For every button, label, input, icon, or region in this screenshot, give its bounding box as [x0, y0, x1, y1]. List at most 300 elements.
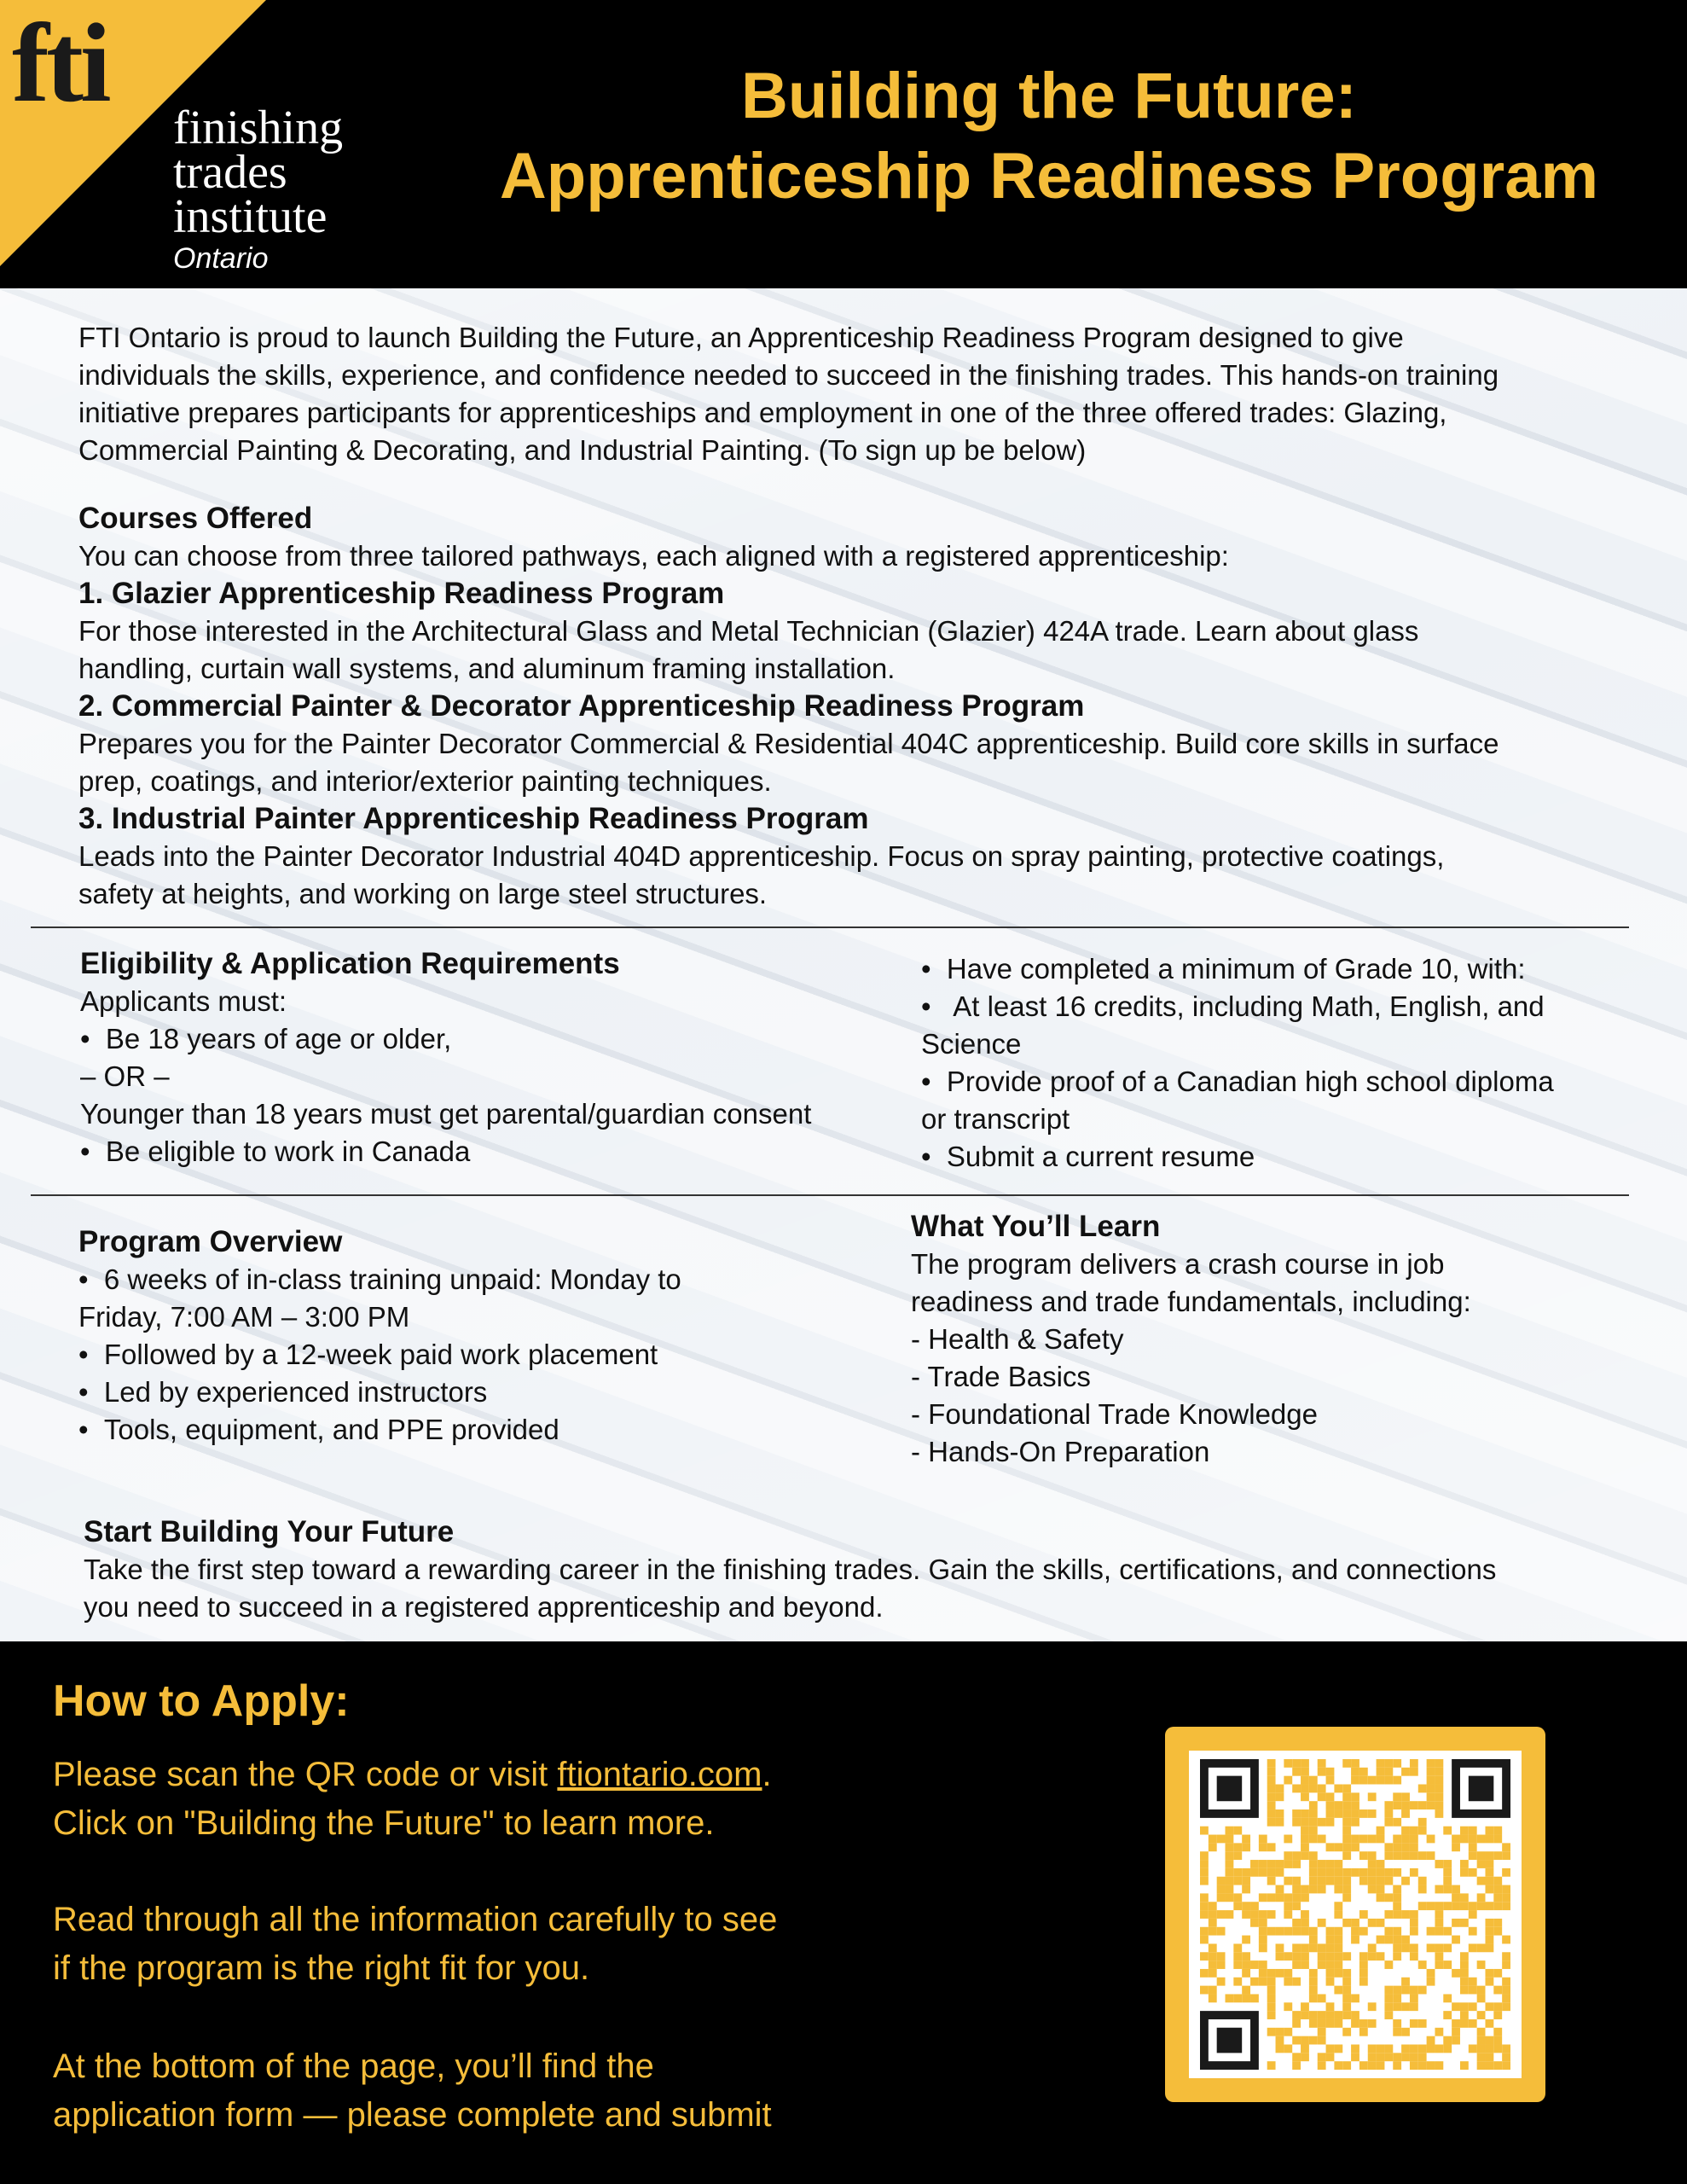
- qr-module: [1292, 1877, 1301, 1885]
- qr-module: [1410, 1801, 1418, 1809]
- qr-module: [1318, 1759, 1326, 1768]
- qr-module: [1267, 1768, 1276, 1776]
- qr-module: [1209, 1986, 1217, 1995]
- qr-module: [1209, 1927, 1217, 1936]
- qr-module: [1342, 1759, 1351, 1768]
- qr-module: [1418, 1960, 1427, 1969]
- qr-module: [1318, 2036, 1326, 2045]
- intro-line: Commercial Painting & Decorating, and Industrial Painting. (To sign up be below): [78, 434, 1087, 466]
- qr-module: [1276, 2044, 1284, 2053]
- qr-module: [1435, 1809, 1443, 1818]
- qr-module: [1292, 1818, 1301, 1827]
- qr-module: [1276, 1860, 1284, 1868]
- qr-module: [1452, 1902, 1460, 1910]
- qr-module: [1301, 1885, 1309, 1894]
- qr-module: [1284, 1893, 1292, 1902]
- qr-module: [1276, 1969, 1284, 1978]
- qr-module: [1377, 1885, 1385, 1894]
- intro-line: initiative prepares participants for apprenticeships and employment in one of the three offered trades: Glazing,: [78, 397, 1447, 428]
- eligibility-item: Younger than 18 years must get parental/guardian consent: [80, 1098, 812, 1130]
- qr-module: [1242, 1960, 1250, 1969]
- qr-module: [1351, 1776, 1359, 1785]
- qr-module: [1469, 1986, 1477, 1995]
- eligibility-item: • Be eligible to work in Canada: [80, 1133, 899, 1170]
- qr-module: [1301, 2002, 1309, 2011]
- qr-module: [1393, 1868, 1401, 1877]
- qr-module: [1259, 1978, 1267, 1986]
- qr-module: [1410, 1994, 1418, 2002]
- qr-module: [1477, 1860, 1486, 1868]
- qr-module: [1427, 1785, 1435, 1793]
- qr-module: [1318, 1994, 1326, 2002]
- qr-module: [1267, 1809, 1276, 1818]
- qr-module: [1309, 1927, 1318, 1936]
- qr-module: [1309, 1969, 1318, 1978]
- qr-module: [1276, 1809, 1284, 1818]
- qr-module: [1342, 1994, 1351, 2002]
- qr-module: [1209, 1994, 1217, 2002]
- qr-module: [1267, 1785, 1276, 1793]
- qr-module: [1401, 1801, 1410, 1809]
- qr-module: [1485, 1868, 1493, 1877]
- courses-lead: You can choose from three tailored pathways, each aligned with a registered apprenticeship:: [78, 540, 1229, 572]
- qr-module: [1460, 1893, 1469, 1902]
- qr-module: [1259, 1960, 1267, 1969]
- qr-module: [1267, 1910, 1276, 1919]
- qr-module: [1393, 1801, 1401, 1809]
- qr-module: [1309, 1978, 1318, 1986]
- qr-module: [1267, 2011, 1276, 2019]
- qr-module: [1485, 2002, 1493, 2011]
- qr-module: [1250, 1994, 1259, 2002]
- qr-module: [1267, 1776, 1276, 1785]
- qr-module: [1460, 1978, 1469, 1986]
- qr-module: [1301, 1792, 1309, 1801]
- qr-module: [1377, 1868, 1385, 1877]
- qr-module: [1233, 1851, 1242, 1860]
- qr-module: [1200, 1936, 1209, 1944]
- qr-module: [1502, 2061, 1510, 2070]
- future-line: Take the first step toward a rewarding career in the finishing trades. Gain the skills, certifications, and connections: [84, 1554, 1497, 1585]
- qr-module: [1326, 1809, 1335, 1818]
- qr-module: [1493, 1885, 1502, 1894]
- qr-module: [1242, 1835, 1250, 1844]
- qr-module: [1226, 1910, 1234, 1919]
- qr-module: [1284, 1910, 1292, 1919]
- intro-line: FTI Ontario is proud to launch Building the Future, an Apprenticeship Readiness Program designed to give: [78, 322, 1404, 353]
- qr-module: [1292, 1919, 1301, 1927]
- qr-module: [1326, 1843, 1335, 1851]
- qr-module: [1401, 1943, 1410, 1952]
- qr-module: [1460, 1827, 1469, 1835]
- qr-module: [1393, 2028, 1401, 2036]
- qr-module: [1233, 1843, 1242, 1851]
- courses-heading: Courses Offered: [78, 502, 313, 535]
- qr-module: [1342, 1986, 1351, 1995]
- qr-module: [1209, 1969, 1217, 1978]
- qr-module: [1452, 2019, 1460, 2028]
- qr-module: [1342, 1851, 1351, 1860]
- courses-section: [78, 500, 1639, 913]
- qr-module: [1326, 1960, 1335, 1969]
- qr-module: [1410, 1868, 1418, 1877]
- qr-module: [1301, 1960, 1309, 1969]
- qr-module: [1377, 1759, 1385, 1768]
- qr-module: [1410, 1927, 1418, 1936]
- qr-module: [1452, 1885, 1460, 1894]
- qr-module: [1359, 1868, 1368, 1877]
- qr-module: [1435, 1776, 1443, 1785]
- qr-module: [1292, 1978, 1301, 1986]
- qr-module: [1418, 1801, 1427, 1809]
- qr-module: [1318, 1860, 1326, 1868]
- qr-module: [1276, 1943, 1284, 1952]
- overview-item: • 6 weeks of in-class training unpaid: Monday to: [78, 1261, 897, 1298]
- qr-module: [1233, 1952, 1242, 1960]
- qr-module: [1410, 1835, 1418, 1844]
- qr-module: [1443, 1885, 1452, 1894]
- qr-module: [1233, 1868, 1242, 1877]
- qr-module: [1485, 1827, 1493, 1835]
- qr-module: [1493, 2044, 1502, 2053]
- apply-text: Read through all the information carefully to see: [53, 1901, 778, 1938]
- qr-module: [1284, 1776, 1292, 1785]
- qr-module: [1309, 2019, 1318, 2028]
- qr-module: [1276, 1893, 1284, 1902]
- qr-module: [1502, 1986, 1510, 1995]
- qr-module: [1276, 1818, 1284, 1827]
- qr-module: [1292, 2061, 1301, 2070]
- eligibility-item: or transcript: [921, 1103, 1070, 1135]
- qr-module: [1384, 2011, 1393, 2019]
- qr-module: [1233, 1960, 1242, 1969]
- qr-module: [1401, 1809, 1410, 1818]
- qr-module: [1318, 1835, 1326, 1844]
- ftiontario-link[interactable]: ftiontario.com: [557, 1756, 762, 1793]
- qr-module: [1267, 1801, 1276, 1809]
- qr-module: [1368, 1835, 1377, 1844]
- qr-module: [1460, 1919, 1469, 1927]
- qr-code-frame[interactable]: [1165, 1727, 1545, 2102]
- qr-module: [1452, 2002, 1460, 2011]
- qr-module: [1334, 1936, 1342, 1944]
- qr-module: [1502, 1994, 1510, 2002]
- qr-module: [1377, 1952, 1385, 1960]
- qr-module: [1435, 1801, 1443, 1809]
- qr-module: [1460, 1860, 1469, 1868]
- qr-module: [1427, 1927, 1435, 1936]
- qr-module: [1443, 1943, 1452, 1952]
- qr-module: [1226, 1827, 1234, 1835]
- apply-text: if the program is the right fit for you.: [53, 1949, 590, 1987]
- qr-module: [1485, 1927, 1493, 1936]
- qr-module: [1393, 1927, 1401, 1936]
- qr-module: [1477, 2044, 1486, 2053]
- qr-module: [1460, 1952, 1469, 1960]
- qr-module: [1359, 2061, 1368, 2070]
- qr-module: [1384, 1927, 1393, 1936]
- apply-heading: How to Apply:: [53, 1676, 350, 1726]
- qr-module: [1359, 1969, 1368, 1978]
- qr-module: [1309, 2036, 1318, 2045]
- qr-module: [1401, 2044, 1410, 2053]
- qr-module: [1384, 1843, 1393, 1851]
- qr-module: [1477, 1893, 1486, 1902]
- qr-module: [1217, 1910, 1226, 1919]
- qr-module: [1368, 1877, 1377, 1885]
- eligibility-lead: Applicants must:: [80, 985, 287, 1017]
- qr-module: [1242, 1986, 1250, 1995]
- qr-module: [1242, 1885, 1250, 1894]
- qr-module: [1493, 1893, 1502, 1902]
- qr-module: [1410, 1843, 1418, 1851]
- qr-module: [1250, 1919, 1259, 1927]
- qr-module: [1359, 1978, 1368, 1986]
- qr-module: [1443, 1877, 1452, 1885]
- qr-module: [1334, 2044, 1342, 2053]
- qr-module: [1452, 2036, 1460, 2045]
- qr-module: [1502, 1960, 1510, 1969]
- qr-module: [1477, 1986, 1486, 1995]
- qr-module: [1276, 2028, 1284, 2036]
- qr-module: [1460, 2061, 1469, 2070]
- qr-module: [1326, 1818, 1335, 1827]
- qr-module: [1334, 1809, 1342, 1818]
- qr-module: [1209, 1952, 1217, 1960]
- qr-module: [1485, 1919, 1493, 1927]
- qr-module: [1477, 2053, 1486, 2061]
- future-heading: Start Building Your Future: [84, 1515, 455, 1548]
- qr-module: [1485, 1902, 1493, 1910]
- qr-module: [1292, 2011, 1301, 2019]
- qr-module: [1309, 1827, 1318, 1835]
- qr-module: [1452, 1969, 1460, 1978]
- qr-module: [1485, 2044, 1493, 2053]
- qr-module: [1259, 1969, 1267, 1978]
- qr-module: [1292, 1768, 1301, 1776]
- learn-item: - Trade Basics: [911, 1361, 1091, 1392]
- qr-module: [1334, 1860, 1342, 1868]
- qr-module: [1200, 1902, 1209, 1910]
- qr-module: [1318, 1877, 1326, 1885]
- qr-module: [1267, 2002, 1276, 2011]
- qr-module: [1435, 1785, 1443, 1793]
- qr-module: [1342, 1809, 1351, 1818]
- qr-module: [1284, 1969, 1292, 1978]
- qr-module: [1217, 1952, 1226, 1960]
- qr-module: [1200, 1827, 1209, 1835]
- course-desc: handling, curtain wall systems, and aluminum framing installation.: [78, 653, 896, 684]
- qr-module: [1393, 2002, 1401, 2011]
- qr-module: [1200, 1969, 1209, 1978]
- qr-module: [1276, 1785, 1284, 1793]
- eligibility-item: • Be 18 years of age or older,: [80, 1020, 899, 1058]
- qr-module: [1460, 1969, 1469, 1978]
- qr-module: [1477, 1994, 1486, 2002]
- qr-module: [1200, 1927, 1209, 1936]
- qr-module: [1469, 1835, 1477, 1844]
- qr-module: [1318, 1792, 1326, 1801]
- qr-module: [1342, 1877, 1351, 1885]
- qr-module: [1502, 1843, 1510, 1851]
- intro-paragraph: [78, 319, 1639, 469]
- qr-module: [1443, 1927, 1452, 1936]
- qr-module: [1469, 1868, 1477, 1877]
- qr-module: [1384, 1851, 1393, 1860]
- qr-module: [1217, 1885, 1226, 1894]
- eligibility-item: • Provide proof of a Canadian high school diploma: [921, 1063, 1629, 1101]
- qr-module: [1368, 1851, 1377, 1860]
- qr-module: [1435, 1885, 1443, 1894]
- qr-module: [1427, 1776, 1435, 1785]
- qr-module: [1267, 2061, 1276, 2070]
- qr-module: [1292, 1902, 1301, 1910]
- qr-module: [1351, 2053, 1359, 2061]
- qr-module: [1493, 1927, 1502, 1936]
- qr-module: [1384, 1960, 1393, 1969]
- qr-module: [1435, 1960, 1443, 1969]
- qr-module: [1351, 1792, 1359, 1801]
- qr-module: [1485, 2061, 1493, 2070]
- qr-module: [1469, 1827, 1477, 1835]
- qr-module: [1359, 1851, 1368, 1860]
- qr-module: [1318, 2011, 1326, 2019]
- logo-mark: fti: [12, 0, 108, 125]
- qr-module: [1384, 1877, 1393, 1885]
- qr-module: [1427, 1969, 1435, 1978]
- qr-module: [1393, 1792, 1401, 1801]
- qr-module: [1393, 1994, 1401, 2002]
- qr-module: [1259, 1910, 1267, 1919]
- qr-module: [1242, 1994, 1250, 2002]
- qr-module: [1209, 1910, 1217, 1919]
- qr-code-icon[interactable]: [1189, 1751, 1522, 2078]
- qr-module: [1318, 1818, 1326, 1827]
- qr-module: [1351, 1919, 1359, 1927]
- qr-module: [1393, 1885, 1401, 1894]
- qr-module: [1267, 1759, 1276, 1768]
- qr-module: [1250, 1910, 1259, 1919]
- qr-module: [1267, 1978, 1276, 1986]
- qr-module: [1443, 1868, 1452, 1877]
- apply-text: Click on "Building the Future" to learn more.: [53, 1804, 715, 1842]
- qr-module: [1393, 1986, 1401, 1995]
- qr-module: [1309, 1785, 1318, 1793]
- qr-module: [1242, 1868, 1250, 1877]
- qr-module: [1368, 2019, 1377, 2028]
- course-desc: prep, coatings, and interior/exterior painting techniques.: [78, 765, 772, 797]
- qr-module: [1410, 2002, 1418, 2011]
- brand-line: institute: [173, 190, 328, 243]
- qr-module: [1259, 1835, 1267, 1844]
- qr-module: [1284, 2044, 1292, 2053]
- qr-module: [1292, 1759, 1301, 1768]
- qr-module: [1342, 2028, 1351, 2036]
- qr-module: [1502, 1952, 1510, 1960]
- qr-module: [1401, 1877, 1410, 1885]
- qr-module: [1318, 1785, 1326, 1793]
- qr-module: [1435, 2061, 1443, 2070]
- qr-module: [1493, 1827, 1502, 1835]
- qr-module: [1326, 1792, 1335, 1801]
- qr-module: [1326, 2002, 1335, 2011]
- qr-module: [1410, 2053, 1418, 2061]
- qr-module: [1242, 1936, 1250, 1944]
- section-divider: [31, 1194, 1629, 1196]
- qr-module: [1292, 1952, 1301, 1960]
- qr-module: [1334, 1943, 1342, 1952]
- qr-module: [1309, 1868, 1318, 1877]
- qr-module: [1267, 2028, 1276, 2036]
- qr-module: [1326, 1978, 1335, 1986]
- qr-module: [1452, 1843, 1460, 1851]
- learn-item: - Hands-On Preparation: [911, 1436, 1210, 1467]
- qr-module: [1469, 2002, 1477, 2011]
- qr-module: [1477, 2061, 1486, 2070]
- qr-module: [1368, 1809, 1377, 1818]
- qr-module: [1342, 1843, 1351, 1851]
- qr-module: [1209, 1835, 1217, 1844]
- qr-module: [1326, 1868, 1335, 1877]
- qr-module: [1292, 1893, 1301, 1902]
- qr-module: [1384, 1986, 1393, 1995]
- qr-module: [1292, 2019, 1301, 2028]
- qr-module: [1284, 1877, 1292, 1885]
- qr-module: [1418, 1818, 1427, 1827]
- qr-module: [1334, 1927, 1342, 1936]
- overview-section: [78, 1223, 897, 1449]
- qr-module: [1318, 1868, 1326, 1877]
- qr-module: [1368, 1776, 1377, 1785]
- qr-module: [1384, 1768, 1393, 1776]
- qr-module: [1301, 1827, 1309, 1835]
- qr-module: [1242, 1902, 1250, 1910]
- qr-module: [1393, 1902, 1401, 1910]
- qr-module: [1250, 1978, 1259, 1986]
- qr-module: [1359, 1809, 1368, 1818]
- qr-module: [1200, 1893, 1209, 1902]
- qr-module: [1259, 1943, 1267, 1952]
- qr-module: [1301, 1759, 1309, 1768]
- qr-module: [1368, 1792, 1377, 1801]
- qr-module: [1309, 1835, 1318, 1844]
- qr-module: [1469, 1843, 1477, 1851]
- qr-module: [1452, 1893, 1460, 1902]
- qr-module: [1410, 2019, 1418, 2028]
- qr-module: [1393, 1893, 1401, 1902]
- qr-module: [1209, 1943, 1217, 1952]
- qr-module: [1334, 1986, 1342, 1995]
- qr-module: [1326, 2044, 1335, 2053]
- qr-module: [1267, 1843, 1276, 1851]
- qr-module: [1384, 1818, 1393, 1827]
- qr-module: [1342, 1827, 1351, 1835]
- qr-module: [1485, 2036, 1493, 2045]
- qr-module: [1309, 1860, 1318, 1868]
- qr-module: [1276, 1885, 1284, 1894]
- qr-module: [1342, 1893, 1351, 1902]
- qr-module: [1351, 1818, 1359, 1827]
- qr-module: [1309, 1801, 1318, 1809]
- qr-module: [1435, 1919, 1443, 1927]
- learn-lead: readiness and trade fundamentals, including:: [911, 1286, 1471, 1317]
- overview-item: Friday, 7:00 AM – 3:00 PM: [78, 1301, 410, 1333]
- learn-lead: The program delivers a crash course in job: [911, 1248, 1445, 1280]
- qr-module: [1292, 1860, 1301, 1868]
- qr-module: [1259, 1860, 1267, 1868]
- qr-module: [1435, 1860, 1443, 1868]
- qr-module: [1267, 1927, 1276, 1936]
